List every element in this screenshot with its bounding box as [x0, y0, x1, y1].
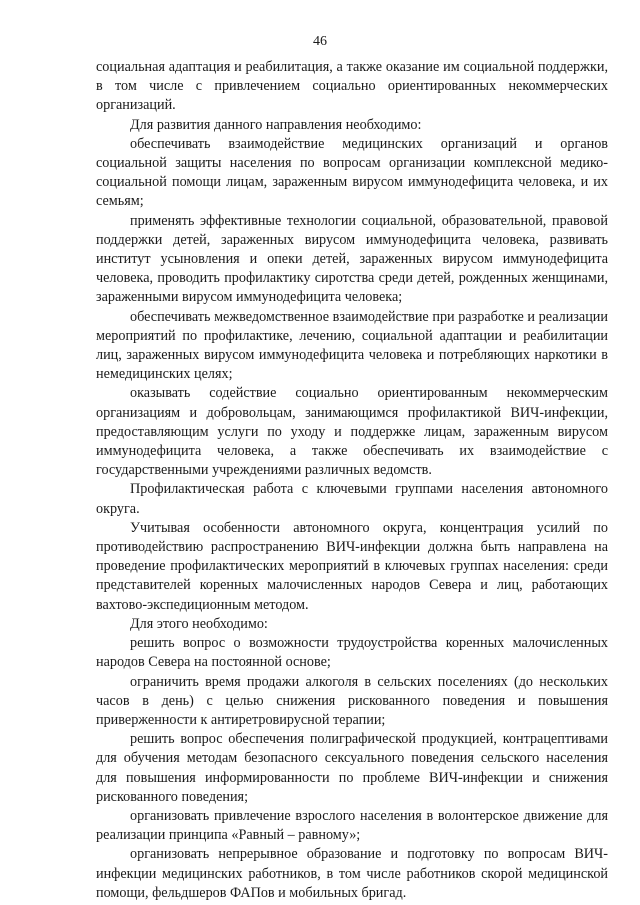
body-text	[96, 58, 608, 903]
page-number: 46	[313, 34, 327, 49]
paragraph: решить вопрос о возможности трудоустройства коренных малочисленных народов Севера на постоянной основе;	[96, 635, 608, 671]
paragraph: решить вопрос обеспечения полиграфической продукцией, контрацептивами для обучения методам безопасного сексуального поведения сельского населения для повышения информированности по проблеме ВИЧ-инфекции и снижения рискованного поведения;	[96, 731, 608, 805]
paragraph: Профилактическая работа с ключевыми группами населения автономного округа.	[96, 481, 608, 517]
paragraph: Для развития данного направления необходимо:	[130, 116, 422, 133]
paragraph: обеспечивать взаимодействие медицинских организаций и органов социальной защиты населения по вопросам организации комплексной медико-социальной помощи лицам, зараженным вирусом иммунодефицита человека, и их семьям;	[96, 135, 608, 210]
paragraph: организовать непрерывное образование и подготовку по вопросам ВИЧ-инфекции медицинских работников, в том числе работников скорой медицинской помощи, фельдшеров ФАПов и мобильных бригад.	[96, 846, 608, 901]
paragraph: социальная адаптация и реабилитация, а также оказание им социальной поддержки, в том числе с привлечением социально ориентированных некоммерческих организаций.	[96, 59, 608, 114]
paragraph: оказывать содействие социально ориентированным некоммерческим организациям и добровольцам, занимающимся профилактикой ВИЧ-инфекции, предоставляющим услуги по уходу и поддержке лицам, зараженным вирусом иммунодефицита человека, а также обеспечивать их взаимодействие с государственными учреждениями различных ведомств.	[96, 385, 608, 479]
paragraph: применять эффективные технологии социальной, образовательной, правовой поддержки детей, зараженных вирусом иммунодефицита человека, развивать институт усыновления и опеки детей, зараженных вирусом иммунодефицита человека, проводить профилактику сиротства среди детей, рожденных женщинами, зараженными вирусом иммунодефицита человека;	[96, 212, 608, 306]
paragraph: Учитывая особенности автономного округа, концентрация усилий по противодействию распространению ВИЧ-инфекции должна быть направлена на проведение профилактических мероприятий в ключевых группах населения: среди представителей коренных малочисленных народов Севера и лиц, работающих вахтово-экспедиционным методом.	[96, 519, 608, 613]
paragraph: ограничить время продажи алкоголя в сельских поселениях (до нескольких часов в день) с целью снижения рискованного поведения и повышения приверженности к антиретровирусной терапии;	[96, 673, 608, 728]
paragraph: обеспечивать межведомственное взаимодействие при разработке и реализации мероприятий по профилактике, лечению, социальной адаптации и реабилитации лиц, зараженных вирусом иммунодефицита человека и потребляющих наркотики в немедицинских целях;	[96, 308, 608, 383]
paragraph: Для этого необходимо:	[130, 615, 268, 632]
paragraph: организовать привлечение взрослого населения в волонтерское движение для реализации принципа «Равный – равному»;	[96, 807, 608, 844]
